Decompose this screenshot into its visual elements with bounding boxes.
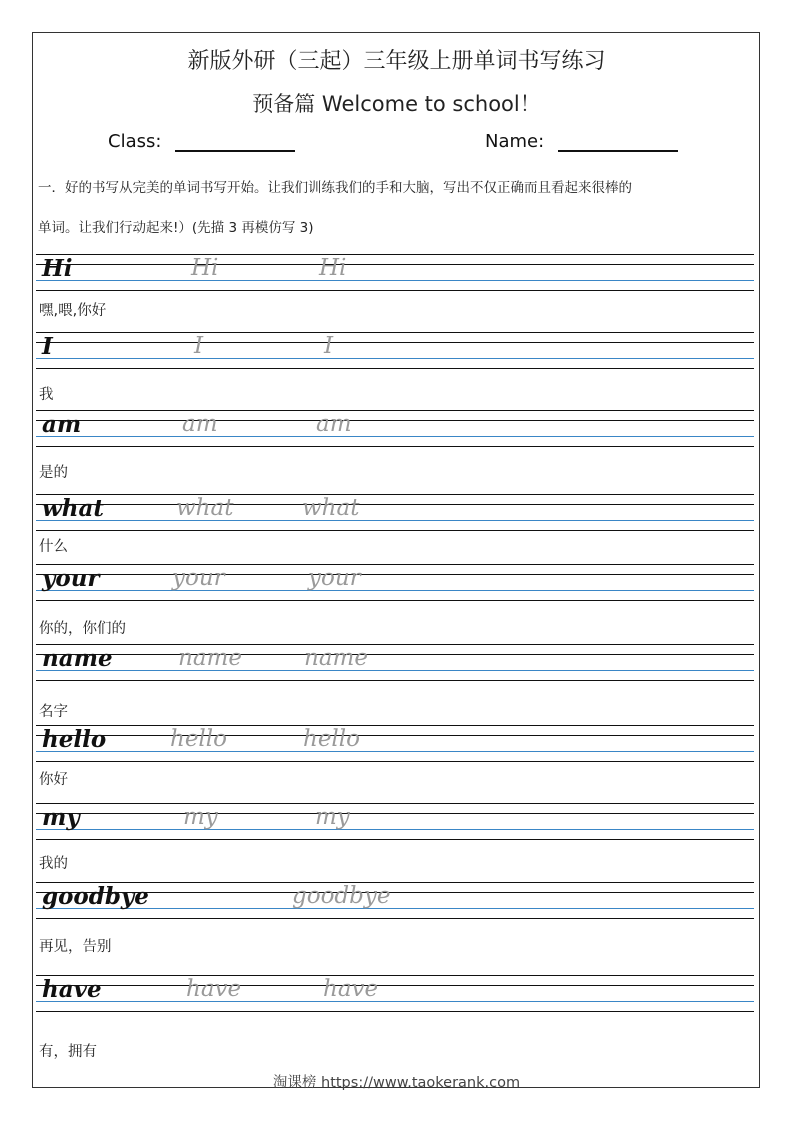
writing-guide-line xyxy=(36,725,754,726)
model-word: goodbye xyxy=(42,883,149,910)
trace-word: Hi xyxy=(319,255,347,281)
writing-guide-line xyxy=(36,290,754,291)
name-label: Name: xyxy=(485,131,545,152)
writing-guide-line xyxy=(36,600,754,601)
word-meaning: 我 xyxy=(39,387,54,403)
trace-word: what xyxy=(302,495,360,521)
baseline-guide-line xyxy=(36,1001,754,1002)
writing-guide-line xyxy=(36,420,754,421)
writing-guide-line xyxy=(36,680,754,681)
word-meaning: 什么 xyxy=(39,539,68,555)
model-word: have xyxy=(42,976,102,1003)
trace-word: my xyxy=(315,804,350,830)
trace-word: am xyxy=(182,411,218,437)
writing-guide-line xyxy=(36,644,754,645)
trace-word: your xyxy=(172,565,225,591)
word-meaning: 是的 xyxy=(39,465,68,481)
model-word: what xyxy=(42,495,105,522)
writing-guide-line xyxy=(36,342,754,343)
trace-word: name xyxy=(304,645,368,671)
writing-guide-line xyxy=(36,530,754,531)
writing-guide-line xyxy=(36,410,754,411)
trace-word: I xyxy=(324,333,334,359)
word-meaning: 嘿,喂,你好 xyxy=(39,303,107,319)
trace-word: hello xyxy=(303,726,360,752)
model-word: am xyxy=(42,411,82,438)
writing-guide-line xyxy=(36,254,754,255)
model-word: your xyxy=(42,565,100,592)
model-word: Hi xyxy=(42,255,73,282)
writing-guide-line xyxy=(36,839,754,840)
writing-guide-line xyxy=(36,368,754,369)
baseline-guide-line xyxy=(36,436,754,437)
writing-guide-line xyxy=(36,504,754,505)
writing-guide-line xyxy=(36,985,754,986)
trace-word: your xyxy=(308,565,361,591)
word-meaning: 有，拥有 xyxy=(39,1044,97,1060)
writing-guide-line xyxy=(36,332,754,333)
footer-watermark: 淘课榜 https://www.taokerank.com xyxy=(272,1075,521,1091)
word-meaning: 你的，你们的 xyxy=(39,621,126,637)
model-word: my xyxy=(42,804,80,831)
baseline-guide-line xyxy=(36,590,754,591)
word-meaning: 名字 xyxy=(39,704,68,720)
baseline-guide-line xyxy=(36,670,754,671)
word-meaning: 再见，告别 xyxy=(39,939,112,955)
trace-word: have xyxy=(323,976,379,1002)
writing-guide-line xyxy=(36,446,754,447)
writing-guide-line xyxy=(36,574,754,575)
writing-guide-line xyxy=(36,264,754,265)
baseline-guide-line xyxy=(36,751,754,752)
baseline-guide-line xyxy=(36,280,754,281)
baseline-guide-line xyxy=(36,829,754,830)
trace-word: am xyxy=(316,411,352,437)
writing-guide-line xyxy=(36,975,754,976)
model-word: name xyxy=(42,645,113,672)
name-blank[interactable] xyxy=(558,150,678,152)
writing-guide-line xyxy=(36,1011,754,1012)
trace-word: Hi xyxy=(191,255,219,281)
writing-guide-line xyxy=(36,494,754,495)
class-label: Class: xyxy=(108,131,162,152)
baseline-guide-line xyxy=(36,358,754,359)
writing-guide-line xyxy=(36,813,754,814)
class-blank[interactable] xyxy=(175,150,295,152)
writing-guide-line xyxy=(36,761,754,762)
trace-word: hello xyxy=(170,726,227,752)
writing-guide-line xyxy=(36,654,754,655)
baseline-guide-line xyxy=(36,520,754,521)
writing-guide-line xyxy=(36,735,754,736)
model-word: hello xyxy=(42,726,107,753)
trace-word: I xyxy=(194,333,204,359)
instruction-line-2: 单词。让我们行动起来!）(先描 3 再模仿写 3) xyxy=(38,220,314,236)
trace-word: have xyxy=(186,976,242,1002)
word-meaning: 我的 xyxy=(39,856,68,872)
trace-word: what xyxy=(176,495,234,521)
writing-guide-line xyxy=(36,564,754,565)
model-word: I xyxy=(42,333,53,360)
instruction-line-1: 一．好的书写从完美的单词书写开始。让我们训练我们的手和大脑，写出不仅正确而且看起来很棒的 xyxy=(38,180,632,196)
writing-guide-line xyxy=(36,803,754,804)
trace-word: goodbye xyxy=(292,883,391,909)
page-title: 新版外研（三起）三年级上册单词书写练习 xyxy=(187,49,606,74)
trace-word: name xyxy=(178,645,242,671)
page-subtitle: 预备篇 Welcome to school！ xyxy=(252,92,541,116)
writing-guide-line xyxy=(36,918,754,919)
word-meaning: 你好 xyxy=(39,772,68,788)
trace-word: my xyxy=(183,804,218,830)
